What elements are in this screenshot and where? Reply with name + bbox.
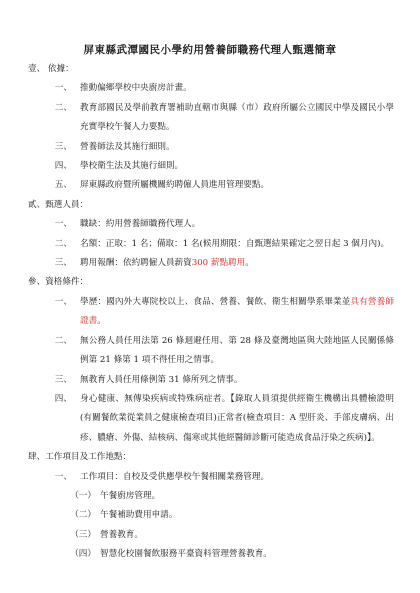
- section-heading-qualifications: [28, 273, 394, 292]
- item-number: 三、: [54, 141, 72, 152]
- list-item: [28, 371, 394, 390]
- item-text: 屏東縣政府暨所屬機關約聘僱人員進用管理要點。: [80, 180, 270, 191]
- item-number: 一、: [54, 296, 72, 307]
- item-number: 四、: [54, 393, 72, 404]
- subitem-number: （三）: [70, 529, 96, 540]
- item-text: 名額：正取：1 名；備取：1 名(候用期限：自甄選結果確定之翌日起 3 個月內)。: [80, 238, 390, 249]
- document-body: [28, 60, 394, 565]
- list-item: [28, 99, 394, 138]
- item-text-plain: 。: [97, 316, 106, 327]
- item-text: 教育部國民及學前教育署補助直轄市與縣（市）政府所屬公立國民中學及國民小學充實學校午餐人力要點。: [80, 102, 394, 133]
- sub-list-item: [28, 506, 394, 525]
- list-item: [28, 293, 394, 332]
- item-text: 學校衛生法及其施行細則。: [80, 161, 184, 172]
- list-item: [28, 138, 394, 157]
- item-text: 無教育人員任用條例第 31 條所列之情事。: [80, 374, 243, 385]
- item-number: 三、: [54, 258, 72, 269]
- item-text: 職缺：約用營養師職務代理人。: [80, 219, 201, 230]
- sub-list-item: [28, 487, 394, 506]
- subitem-text: 智慧化校園餐飲服務平臺資料管理營養教育。: [100, 549, 272, 560]
- item-number: 五、: [54, 180, 72, 191]
- item-number: 二、: [54, 335, 72, 346]
- subitem-number: （二）: [70, 510, 96, 521]
- item-number: 四、: [54, 161, 72, 172]
- item-text: [80, 254, 394, 273]
- item-text: 推動偏鄉學校中央廚房計畫。: [80, 83, 192, 94]
- list-item: [28, 157, 394, 176]
- list-item: [28, 332, 394, 371]
- list-item: [28, 79, 394, 98]
- list-item: [28, 176, 394, 195]
- document-title: 屏東縣武潭國民小學約用營養師職務代理人甄選簡章: [83, 44, 337, 56]
- item-number: 一、: [54, 219, 72, 230]
- list-item: [28, 235, 394, 254]
- list-item: [28, 468, 394, 487]
- section-heading-text: 壹、 依據：: [28, 64, 74, 74]
- section-heading-positions: [28, 196, 394, 215]
- list-item: [28, 254, 394, 273]
- item-text-plain: 學歷：國內外大專院校以上、食品、營養、餐飲、衛生相關學系畢業並: [80, 296, 351, 307]
- subitem-text: 午餐廚房管理。: [100, 490, 161, 501]
- item-number: 三、: [54, 374, 72, 385]
- subitem-number: （一）: [70, 490, 96, 501]
- sub-list-item: [28, 545, 394, 564]
- section-heading-basis: [28, 60, 394, 79]
- section-heading-work: [28, 448, 394, 467]
- item-text: 工作項目：自校及受供應學校午餐相關業務管理。: [80, 471, 270, 482]
- item-number: 一、: [54, 471, 72, 482]
- item-text-plain: 聘用報酬：依約聘僱人員薪資: [80, 258, 192, 269]
- subitem-text: 營養教育。: [100, 529, 143, 540]
- list-item: [28, 215, 394, 234]
- item-text: 身心健康、無傳染疾病或特殊病症者。【錄取人員須提供經衛生機構出具體檢證明(有關餐飲業從業員之健康檢查項目)正常者(檢查項目：A 型肝炎、手部皮膚病、出疹、膿瘡、外傷、結核病、傷寒或其他經醫師診斷可能造成食品汙染之疾病)】。: [80, 393, 394, 443]
- item-text-plain: 。: [245, 258, 254, 269]
- salary-highlight: 300 薪點聘用: [191, 258, 246, 269]
- certificate-highlight: 具有營養師證書: [80, 296, 394, 327]
- sub-list-item: [28, 526, 394, 545]
- item-text: 營養師法及其施行細則。: [80, 141, 175, 152]
- item-text: 無公務人員任用法第 26 條迴避任用、第 28 條及臺灣地區與大陸地區人民關係條例第 21 條第 1 項不得任用之情事。: [80, 335, 394, 366]
- section-heading-text: 參、資格條件：: [28, 277, 89, 288]
- subitem-text: 午餐補助費用申請。: [100, 510, 178, 521]
- subitem-number: （四）: [70, 549, 96, 560]
- item-number: 二、: [54, 102, 72, 113]
- section-heading-text: 貳、甄選人員：: [28, 199, 89, 210]
- item-number: 一、: [54, 83, 72, 94]
- section-heading-text: 肆、工作項目及工作地點：: [28, 452, 132, 463]
- item-number: 二、: [54, 238, 72, 249]
- item-text: [80, 293, 394, 332]
- list-item: [28, 390, 394, 448]
